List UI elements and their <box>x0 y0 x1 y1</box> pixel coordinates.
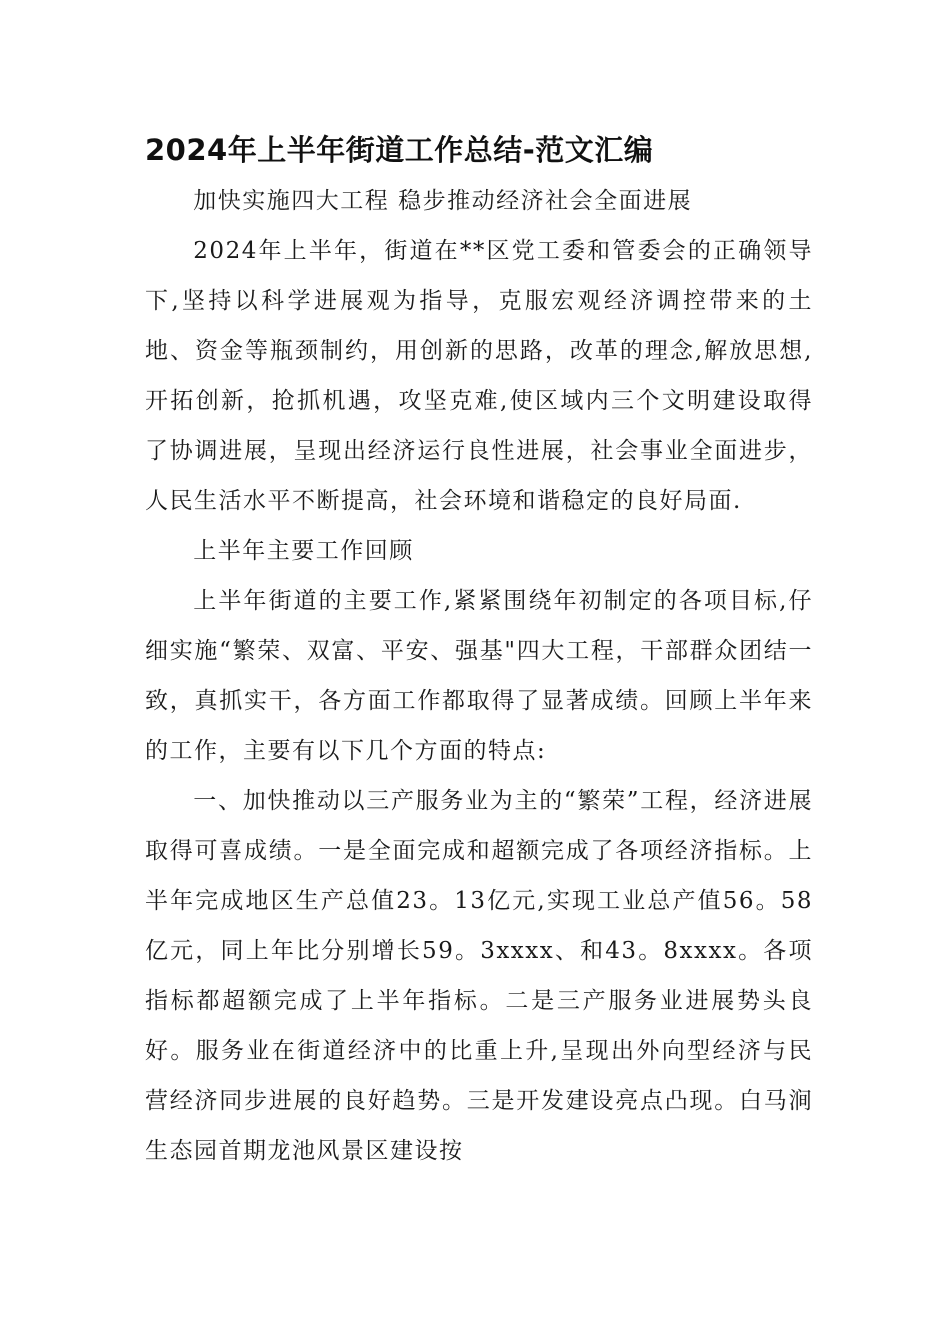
document-body <box>145 176 813 1176</box>
document-title: 2024年上半年街道工作总结-范文汇编 <box>145 133 654 167</box>
document-subtitle: 加快实施四大工程 稳步推动经济社会全面进展 <box>193 188 693 214</box>
paragraph-overview: 上半年街道的主要工作,紧紧围绕年初制定的各项目标,仔细实施“繁荣、双富、平安、强基"四大工程，干部群众团结一致，真抓实干，各方面工作都取得了显著成绩。回顾上半年来的工作，主要有以下几个方面的特点: <box>145 588 813 764</box>
paragraph-intro: 2024年上半年，街道在**区党工委和管委会的正确领导下,坚持以科学进展观为指导，克服宏观经济调控带来的土地、资金等瓶颈制约，用创新的思路，改革的理念,解放思想,开拓创新，抢抓机遇，攻坚克难,使区域内三个文明建设取得了协调进展，呈现出经济运行良性进展，社会事业全面进步，人民生活水平不断提高，社会环境和谐稳定的良好局面. <box>145 238 813 514</box>
paragraph-point-one: 一、加快推动以三产服务业为主的“繁荣”工程，经济进展取得可喜成绩。一是全面完成和超额完成了各项经济指标。上半年完成地区生产总值23。13亿元,实现工业总产值56。58亿元，同上年比分别增长59。3xxxx、和43。8xxxx。各项指标都超额完成了上半年指标。二是三产服务业进展势头良好。服务业在街道经济中的比重上升,呈现出外向型经济与民营经济同步进展的良好趋势。三是开发建设亮点凸现。白马涧生态园首期龙池风景区建设按 <box>145 788 813 1164</box>
section-heading-review: 上半年主要工作回顾 <box>193 538 414 564</box>
